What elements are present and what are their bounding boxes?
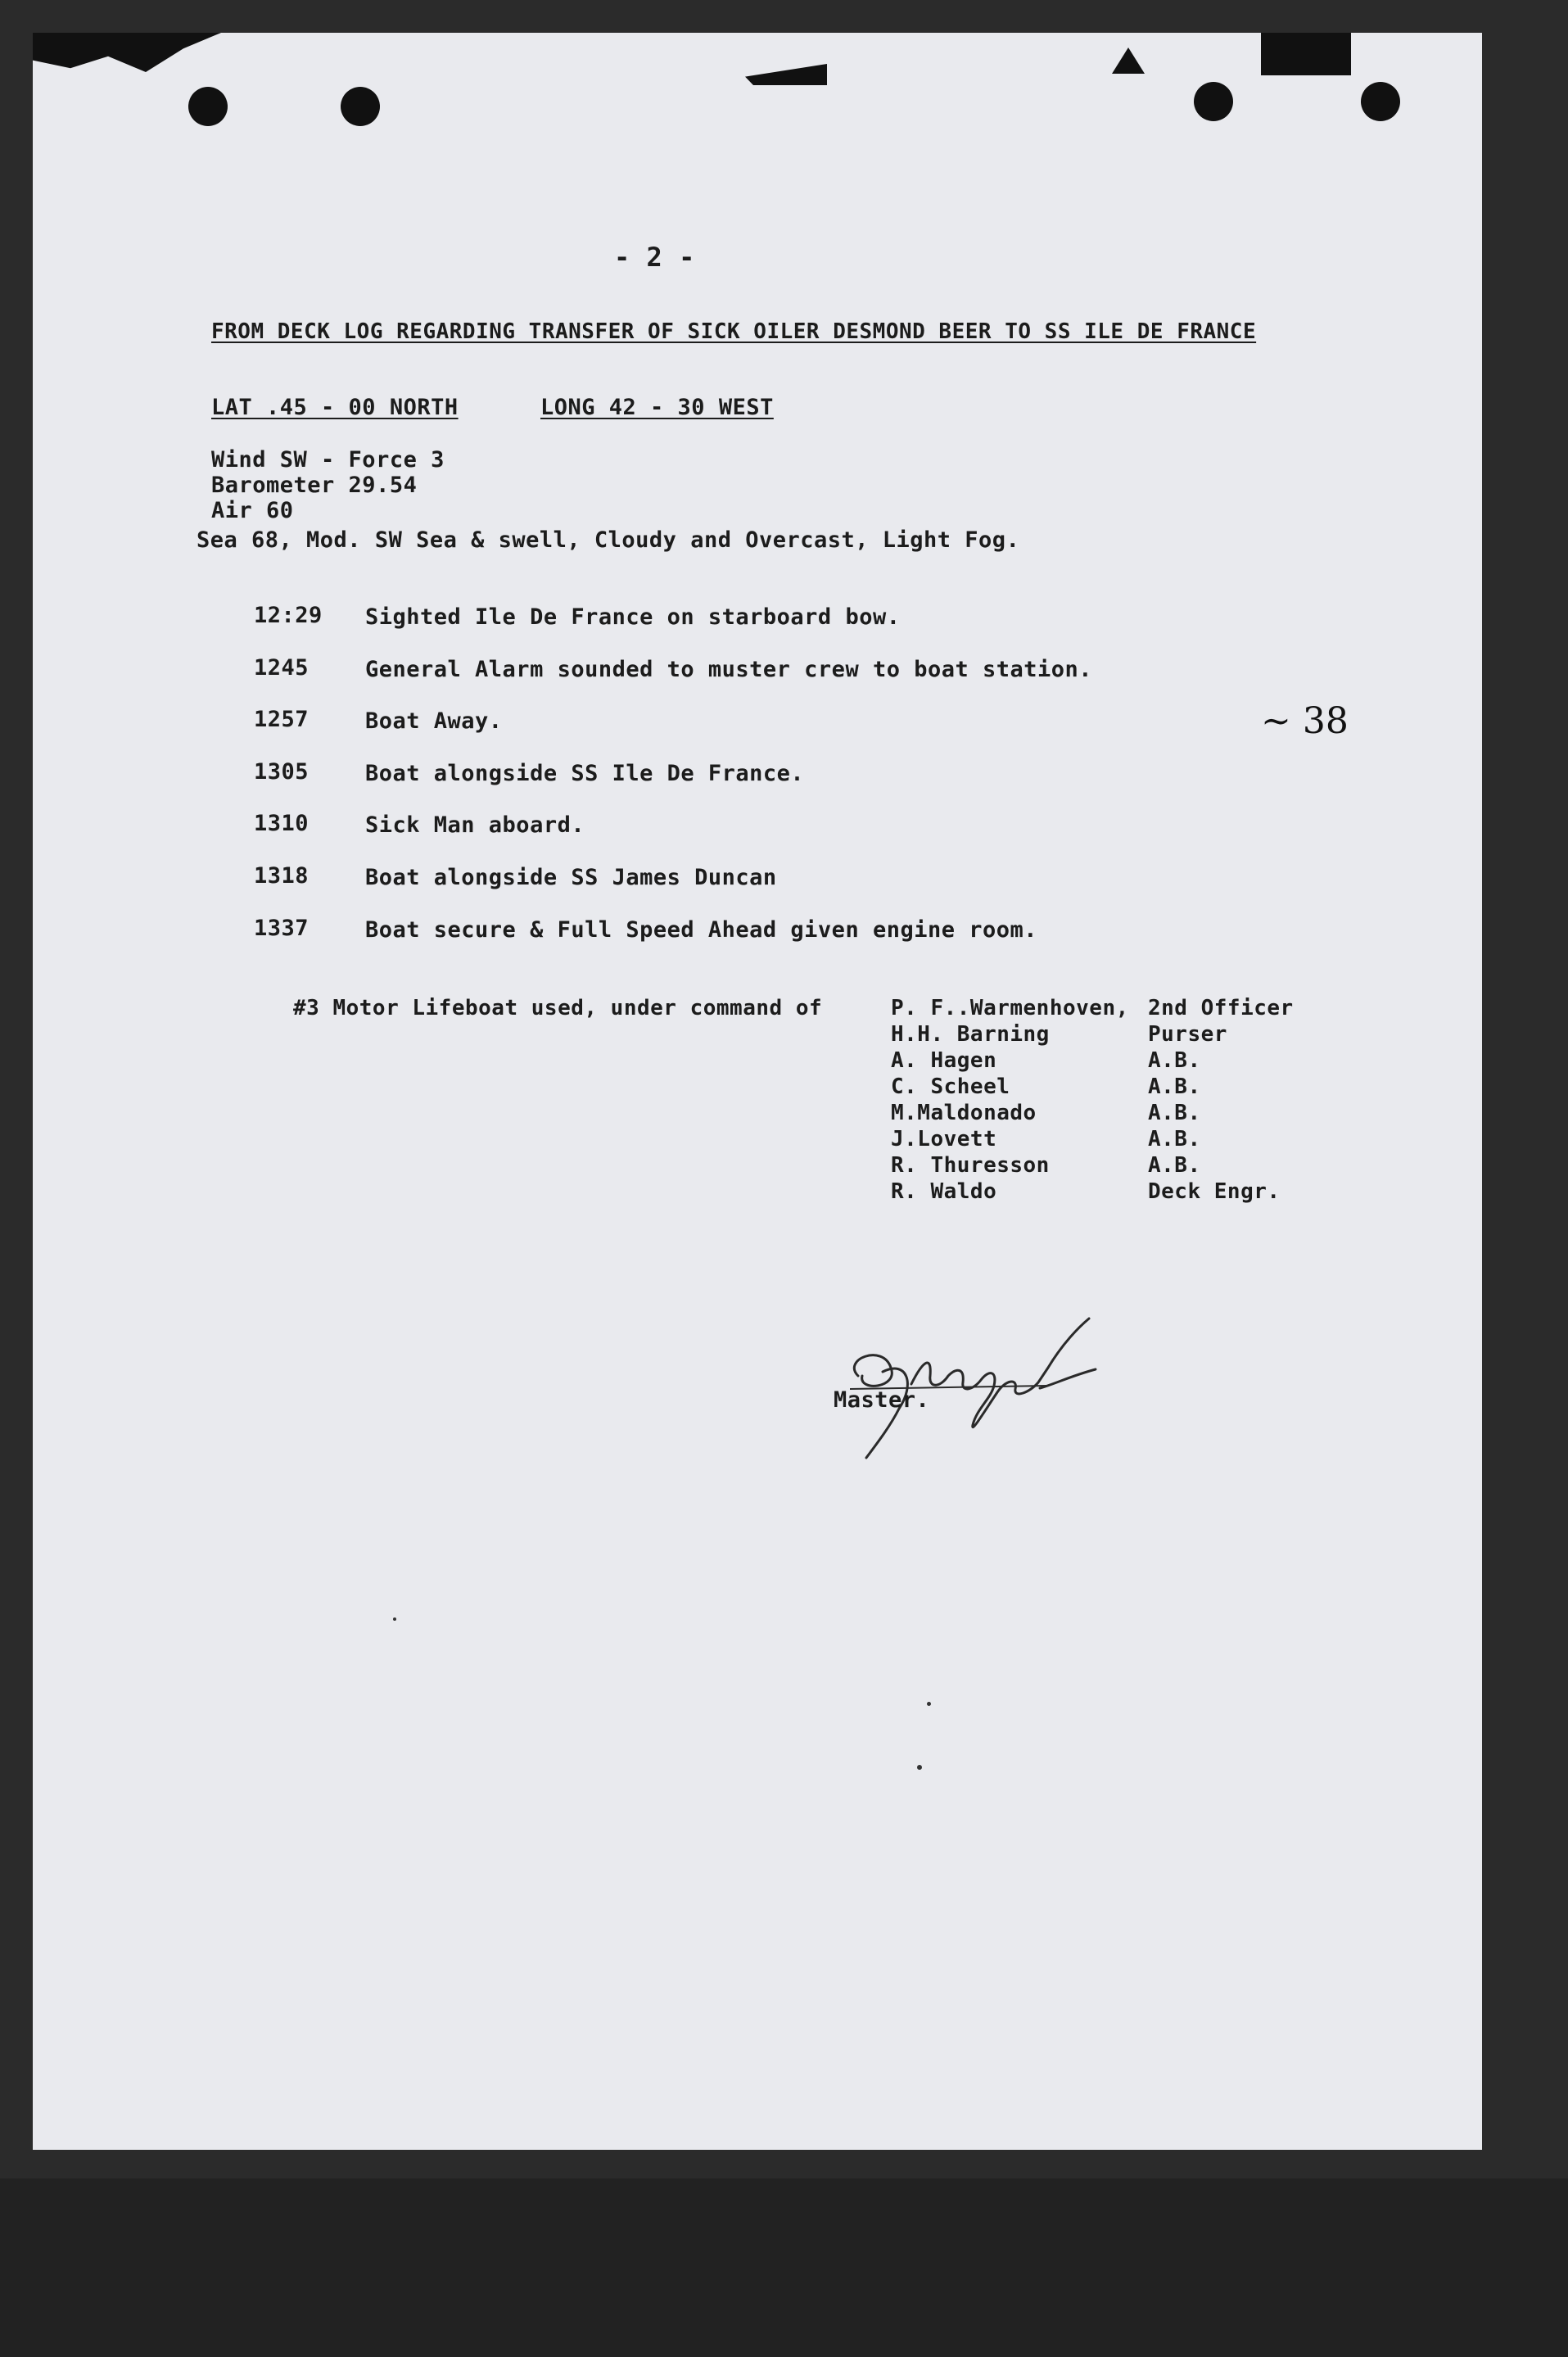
lifeboat-intro: #3 Motor Lifeboat used, under command of <box>293 996 823 1020</box>
torn-edge <box>1112 48 1145 74</box>
speck <box>927 1702 931 1706</box>
crew-name: M.Maldonado <box>891 1101 1037 1125</box>
crew-role: Purser <box>1148 1022 1227 1047</box>
weather-wind: Wind SW - Force 3 <box>211 447 445 473</box>
margin-annotation: ~ 38 <box>1261 700 1349 742</box>
crew-name: J.Lovett <box>891 1127 997 1151</box>
document-title: FROM DECK LOG REGARDING TRANSFER OF SICK OILER DESMOND BEER TO SS ILE DE FRANCE <box>211 319 1257 344</box>
punch-hole <box>1194 82 1233 121</box>
crew-role: Deck Engr. <box>1148 1179 1281 1204</box>
log-text: Sick Man aboard. <box>365 812 585 838</box>
scan-background <box>0 2178 1568 2357</box>
log-text: Boat alongside SS James Duncan <box>365 865 777 890</box>
crew-role: A.B. <box>1148 1074 1201 1099</box>
crew-role: A.B. <box>1148 1101 1201 1125</box>
log-text: Sighted Ile De France on starboard bow. <box>365 604 901 630</box>
crew-name: C. Scheel <box>891 1074 1010 1099</box>
document-page <box>33 33 1482 2150</box>
latitude: LAT .45 - 00 NORTH <box>211 395 459 420</box>
signatory-title: Master. <box>834 1387 930 1413</box>
weather-sea: Sea 68, Mod. SW Sea & swell, Cloudy and Overcast, Light Fog. <box>197 527 1020 553</box>
crew-role: A.B. <box>1148 1048 1201 1073</box>
log-time: 1318 <box>254 863 310 889</box>
speck <box>393 1617 396 1621</box>
torn-edge <box>33 33 221 72</box>
crew-name: R. Thuresson <box>891 1153 1050 1178</box>
log-time: 1245 <box>254 655 310 681</box>
crew-name: P. F..Warmenhoven, <box>891 996 1129 1020</box>
punch-hole <box>1361 82 1400 121</box>
weather-air: Air 60 <box>211 498 294 523</box>
torn-edge <box>1261 33 1351 75</box>
crew-role: 2nd Officer <box>1148 996 1294 1020</box>
crew-name: A. Hagen <box>891 1048 997 1073</box>
log-text: General Alarm sounded to muster crew to boat station. <box>365 657 1093 682</box>
crew-name: H.H. Barning <box>891 1022 1050 1047</box>
longitude: LONG 42 - 30 WEST <box>540 395 774 420</box>
crew-role: A.B. <box>1148 1153 1201 1178</box>
log-text: Boat Away. <box>365 708 503 734</box>
speck <box>917 1765 922 1770</box>
weather-barometer: Barometer 29.54 <box>211 473 418 498</box>
crew-name: R. Waldo <box>891 1179 997 1204</box>
crew-role: A.B. <box>1148 1127 1201 1151</box>
page-number: - 2 - <box>614 242 695 273</box>
log-time: 1337 <box>254 916 310 941</box>
punch-hole <box>341 87 380 126</box>
log-text: Boat secure & Full Speed Ahead given engine room. <box>365 917 1038 943</box>
log-time: 1310 <box>254 811 310 836</box>
log-text: Boat alongside SS Ile De France. <box>365 761 805 786</box>
punch-hole <box>188 87 228 126</box>
log-time: 1305 <box>254 759 310 785</box>
log-time: 1257 <box>254 707 310 732</box>
torn-edge <box>745 64 827 85</box>
log-time: 12:29 <box>254 603 323 628</box>
